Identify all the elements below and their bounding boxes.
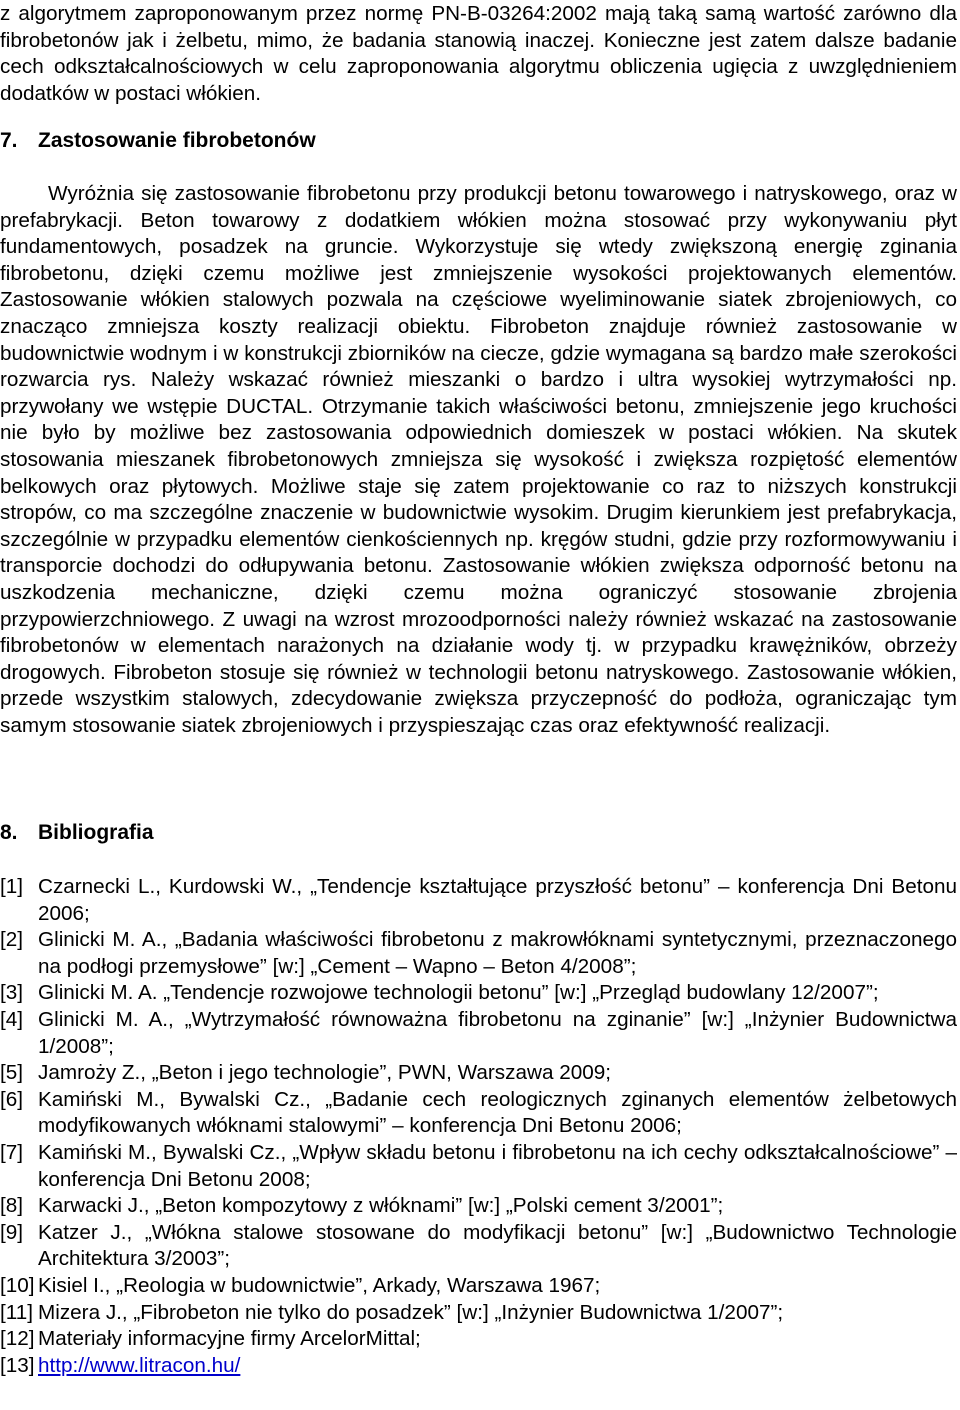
section-7-heading (0, 128, 316, 154)
reference-item (0, 927, 957, 980)
section-7-number: 7. (0, 129, 18, 152)
section-8-heading (0, 820, 154, 846)
reference-link[interactable]: http://www.litracon.hu/ (38, 1353, 241, 1377)
reference-text: Kamiński M., Bywalski Cz., „Badanie cech reologicznych zginanych elementów żelbetowych modyfikowanych włóknami stalowymi” – konferencja Dni Betonu 2006; (38, 1087, 957, 1138)
reference-number: [2] (0, 928, 24, 952)
reference-text: Glinicki M. A. „Tendencje rozwojowe technologii betonu” [w:] „Przegląd budowlany 12/2007”; (38, 981, 879, 1005)
reference-number: [8] (0, 1194, 24, 1218)
reference-text: Mizera J., „Fibrobeton nie tylko do posadzek” [w:] „Inżynier Budownictwa 1/2007”; (38, 1300, 784, 1324)
reference-number: [11] (0, 1300, 33, 1324)
reference-item (0, 1087, 957, 1140)
reference-item (0, 980, 957, 1007)
reference-item (0, 874, 957, 927)
reference-item (0, 1140, 957, 1193)
reference-item (0, 1353, 957, 1380)
reference-text: Czarnecki L., Kurdowski W., „Tendencje kształtujące przyszłość betonu” – konferencja Dni Betonu 2006; (38, 875, 957, 925)
section-8-title: Bibliografia (38, 821, 154, 844)
reference-number: [1] (0, 875, 24, 898)
reference-number: [10] (0, 1273, 35, 1297)
section-8-number: 8. (0, 821, 18, 844)
reference-item (0, 1273, 957, 1300)
reference-number: [6] (0, 1087, 24, 1111)
reference-text: Glinicki M. A., „Badania właściwości fibrobetonu z makrowłóknami syntetycznymi, przeznaczonego na podłogi przemysłowe” [w:] „Cement – Wapno – Beton 4/2008”; (38, 928, 957, 978)
intro-paragraph: z algorytmem zaproponowanym przez normę PN-B-03264:2002 mają taką samą wartość zarówno dla fibrobetonów jak i żelbetu, mimo, że badania stanowią inaczej. Konieczne jest zatem dalsze badanie cech odkształcalnościowych w celu zaproponowania algorytmu obliczenia ugięcia z uwzględnieniem dodatków w postaci włókien. (0, 2, 957, 105)
reference-text: Materiały informacyjne firmy ArcelorMittal; (38, 1327, 421, 1351)
reference-text: Jamroży Z., „Beton i jego technologie”, PWN, Warszawa 2009; (38, 1061, 611, 1085)
reference-item (0, 1326, 957, 1353)
bibliography-list (0, 874, 957, 1379)
reference-item (0, 1300, 957, 1327)
reference-number: [12] (0, 1327, 35, 1351)
reference-item (0, 1193, 957, 1220)
reference-item (0, 1060, 957, 1087)
reference-number: [3] (0, 981, 24, 1005)
reference-text: Kamiński M., Bywalski Cz., „Wpływ składu betonu i fibrobetonu na ich cechy odkształcalnościowe” – konferencja Dni Betonu 2008; (38, 1140, 957, 1191)
reference-number: [9] (0, 1220, 24, 1244)
reference-number: [13] (0, 1353, 35, 1377)
reference-number: [4] (0, 1007, 24, 1031)
reference-number: [7] (0, 1140, 24, 1164)
reference-number: [5] (0, 1061, 24, 1085)
reference-item (0, 1007, 957, 1060)
reference-text: Karwacki J., „Beton kompozytowy z włóknami” [w:] „Polski cement 3/2001”; (38, 1194, 724, 1218)
section-7-paragraph: Wyróżnia się zastosowanie fibrobetonu przy produkcji betonu towarowego i natryskowego, oraz w prefabrykacji. Beton towarowy z dodatkiem włókien można stosować przy wykonywaniu płyt fundamentowych, posadzek na gruncie. Wykorzystuje się wtedy zwiększoną energię zginania fibrobetonu, dzięki czemu możliwe jest zmniejszenie wysokości projektowanych elementów. Zastosowanie włókien stalowych pozwala na częściowe wyeliminowanie siatek zbrojeniowych, co znacząco zmniejsza koszty realizacji obiektu. Fibrobeton znajduje również zastosowanie w budownictwie wodnym i w konstrukcji zbiorników na ciecze, gdzie wymagana są bardzo małe szerokości rozwarcia rys. Należy wskazać również mieszanki o bardzo i ultra wysokiej wytrzymałości np. przywołany we wstępie DUCTAL. Otrzymanie takich właściwości betonu, zmniejszenie jego kruchości nie było by możliwe bez zastosowania odpowiednich domieszek w postaci włókien. Na skutek stosowania mieszanek fibrobetonowych zmniejsza się wysokość i zwiększa rozpiętość elementów belkowych oraz płytowych. Możliwe staje się zatem projektowanie co raz to niższych konstrukcji stropów, co ma szczególne znaczenie w budownictwie wysokim. Drugim kierunkiem jest prefabrykacja, szczególnie w przypadku elementów cienkościennych np. kręgów studni, gdzie przy rozformowywaniu i transporcie dochodzi do odłupywania betonu. Zastosowanie włókien zwiększa odporność betonu na uszkodzenia mechaniczne, dzięki czemu można ograniczyć stosowanie zbrojenia przypowierzchniowego. Z uwagi na wzrost mrozoodporności należy również wskazać na zastosowanie fibrobetonów w elementach narażonych na działanie wody tj. w przypadku krawężników, obrzeży drogowych. Fibrobeton stosuje się również w technologii betonu natryskowego. Zastosowanie włókien, przede wszystkim stalowych, zdecydowanie zwiększa przyczepność do podłoża, ograniczając tym samym stosowanie siatek zbrojeniowych i przyspieszając czas oraz efektywność realizacji. (0, 182, 957, 737)
section-7-title: Zastosowanie fibrobetonów (38, 129, 316, 152)
reference-text: Kisiel I., „Reologia w budownictwie”, Arkady, Warszawa 1967; (38, 1273, 601, 1297)
reference-text: Glinicki M. A., „Wytrzymałość równoważna fibrobetonu na zginanie” [w:] „Inżynier Budownictwa 1/2008”; (38, 1007, 957, 1058)
reference-item (0, 1220, 957, 1273)
reference-text: Katzer J., „Włókna stalowe stosowane do modyfikacji betonu” [w:] „Budownictwo Technologie Architektura 3/2003”; (38, 1220, 957, 1271)
